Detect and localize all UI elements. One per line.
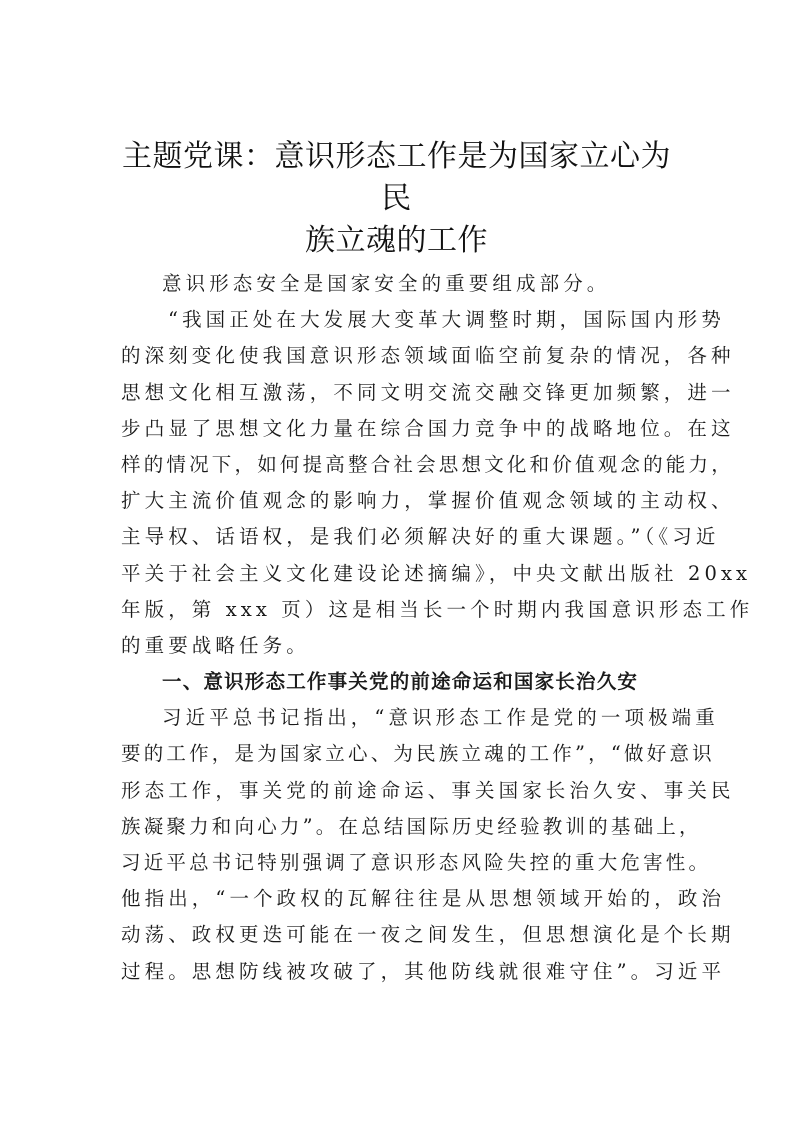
paragraph-line: 过程。思想防线被攻破了，其他防线就很难守住”。习近平 — [121, 959, 726, 983]
paragraph-line: 年版，第 xxx 页）这是相当长一个时期内我国意识形态工作 — [121, 597, 754, 621]
paragraph-line: 扩大主流价值观念的影响力，掌握价值观念领域的主动权、 — [121, 489, 735, 513]
paragraph-line: 族凝聚力和向心力”。在总结国际历史经验教训的基础上， — [121, 814, 702, 838]
paragraph-line: 的深刻变化使我国意识形态领域面临空前复杂的情况，各种 — [121, 344, 735, 368]
paragraph-line: 习近平总书记指出，“意识形态工作是党的一项极端重 — [162, 706, 719, 730]
title-line-2: 族立魂的工作 — [305, 223, 488, 258]
paragraph-line: 习近平总书记特别强调了意识形态风险失控的重大危害性。 — [121, 851, 712, 874]
paragraph-line: 样的情况下，如何提高整合社会思想文化和价值观念的能力， — [121, 452, 734, 476]
paragraph-line: 主导权、话语权，是我们必须解决好的重大课题。”（《习近 — [121, 525, 720, 549]
paragraph-line: 平关于社会主义文化建设论述摘编》，中央文献出版社 20xx — [121, 561, 752, 585]
paragraph-line: 步凸显了思想文化力量在综合国力竞争中的战略地位。在这 — [121, 416, 735, 440]
document-body — [121, 266, 754, 990]
document-title — [110, 136, 683, 262]
paragraph-line: 的重要战略任务。 — [121, 633, 310, 657]
title-line-1: 主题党课：意识形态工作是为国家立心为民 — [122, 139, 671, 216]
paragraph-line: 思想文化相互激荡，不同文明交流交融交锋更加频繁，进一 — [121, 380, 735, 404]
section-heading: 一、意识形态工作事关党的前途命运和国家长治久安 — [162, 670, 639, 694]
paragraph-line: 形态工作，事关党的前途命运、事关国家长治久安、事关民 — [121, 778, 735, 802]
paragraph-line: 意识形态安全是国家安全的重要组成部分。 — [162, 272, 611, 295]
paragraph-line: 他指出，“一个政权的瓦解往往是从思想领域开始的，政治 — [121, 887, 726, 911]
paragraph-line: 动荡、政权更迭可能在一夜之间发生，但思想演化是个长期 — [121, 923, 735, 947]
paragraph-line: “我国正处在大发展大变革大调整时期，国际国内形势 — [168, 308, 725, 332]
paragraph-line: 要的工作，是为国家立心、为民族立魂的工作”，“做好意识 — [121, 742, 715, 766]
